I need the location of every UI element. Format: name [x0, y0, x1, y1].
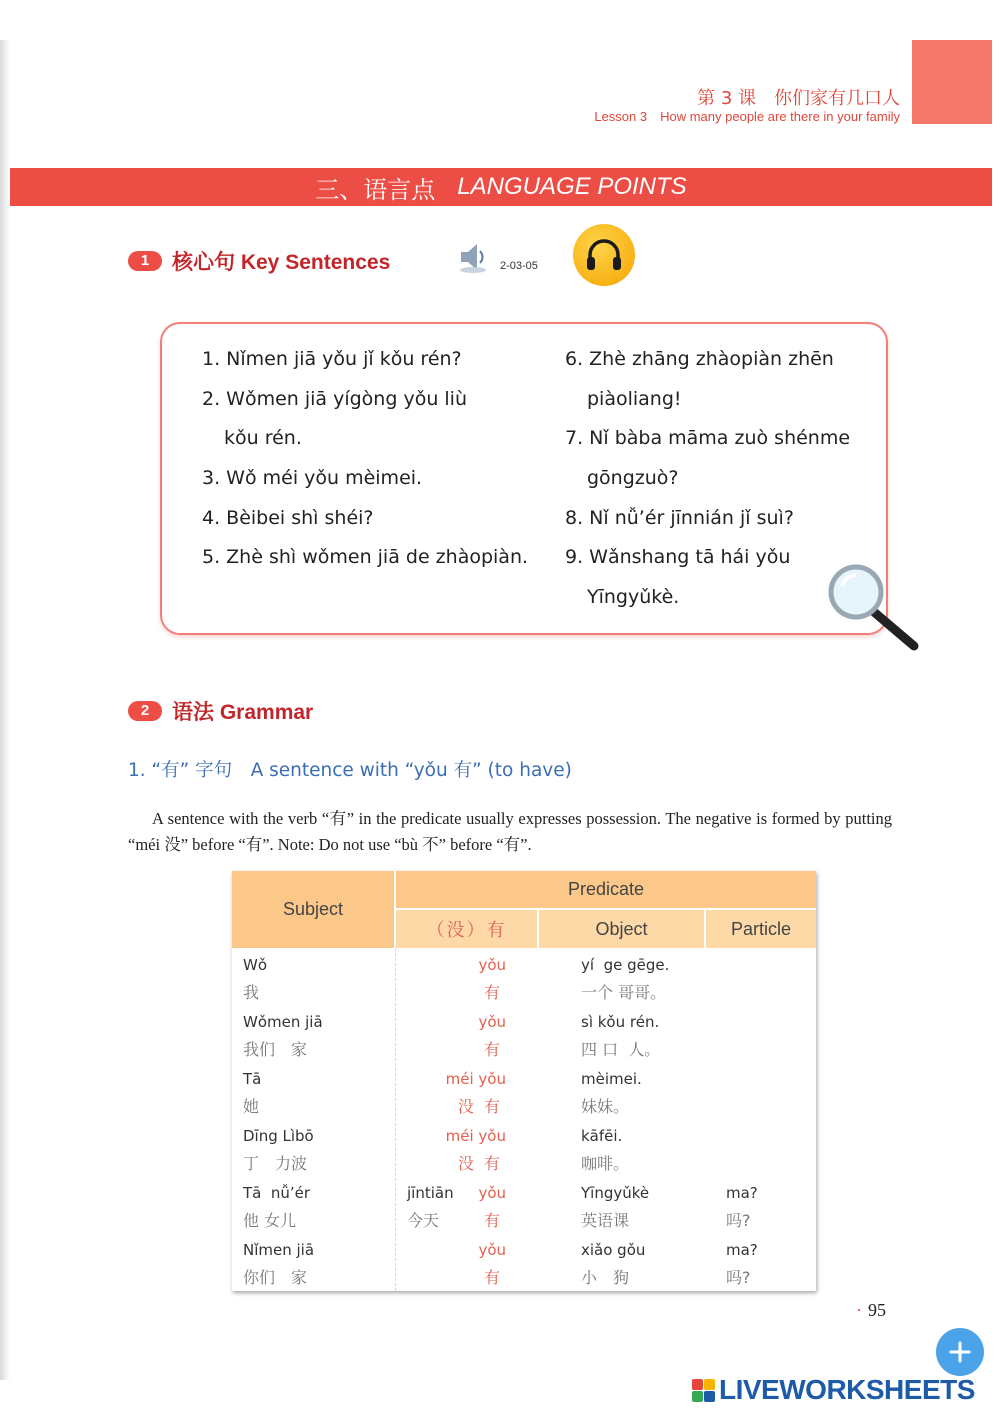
subject-chinese: 她 — [243, 1097, 260, 1116]
header-predicate: Predicate — [396, 871, 816, 908]
table-row — [232, 1127, 816, 1184]
object-chinese: 一个 哥哥。 — [581, 983, 667, 1002]
sentence-line: 5. Zhè shì wǒmen jiā de zhàopiàn. — [202, 546, 529, 569]
liveworksheets-brand[interactable] — [692, 1374, 975, 1406]
object-pinyin: kāfēi. — [581, 1127, 623, 1145]
subject-pinyin: Tā nǚ’ér — [243, 1184, 311, 1202]
sentence-line: 6. Zhè zhāng zhàopiàn zhēn — [565, 348, 834, 370]
subject-pinyin: Wǒmen jiā — [243, 1013, 323, 1031]
brand-name: LIVEWORKSHEETS — [719, 1374, 975, 1405]
time-pinyin: jīntiān — [407, 1184, 454, 1202]
liveworksheets-logo-icon — [692, 1379, 715, 1402]
verb-pinyin: méi yǒu — [445, 1070, 506, 1088]
sentence-line: 4. Bèibei shì shéi? — [202, 506, 374, 529]
logo-square-blue — [704, 1391, 715, 1402]
verb-chinese: 有 — [483, 1268, 500, 1287]
section-number: 1 — [128, 251, 162, 271]
sentence-line: 3. Wǒ méi yǒu mèimei. — [202, 467, 423, 490]
verb-chinese: 有 — [483, 983, 500, 1002]
subject-chinese: 我 — [243, 983, 260, 1002]
verb-pinyin: yǒu — [478, 1184, 506, 1202]
particle-chinese: 吗? — [726, 1211, 751, 1230]
verb-pinyin: yǒu — [478, 1241, 506, 1259]
subject-pinyin: Dīng Lìbō — [243, 1127, 314, 1145]
verb-chinese: 没 有 — [457, 1154, 500, 1173]
page-number-value: 95 — [868, 1300, 886, 1320]
subject-chinese: 我们 家 — [243, 1040, 308, 1059]
magnifier-icon — [826, 562, 922, 654]
headphones-icon — [584, 237, 624, 273]
subject-pinyin: Tā — [243, 1070, 262, 1088]
sentence-line: 7. Nǐ bàba māma zuò shénme — [565, 427, 851, 450]
object-pinyin: mèimei. — [581, 1070, 642, 1088]
add-button[interactable] — [936, 1328, 984, 1376]
key-sentences-heading — [128, 246, 390, 276]
header-you-mei — [396, 910, 537, 948]
grammar-subheading: 1. “有” 字句 A sentence with “yǒu 有” (to have) — [128, 760, 572, 781]
plus-icon — [948, 1340, 972, 1364]
grammar-heading — [128, 696, 313, 726]
verb-pinyin: yǒu — [478, 956, 506, 974]
verb-chinese: 有 — [483, 1040, 500, 1059]
banner-title-en: LANGUAGE POINTS — [457, 173, 687, 200]
header-particle: Particle — [706, 910, 816, 948]
sentence-line: 2. Wǒmen jiā yígòng yǒu liù — [202, 387, 467, 410]
grammar-paragraph: A sentence with the verb “有” in the predicate usually expresses possession. The negative is formed by putting “méi 没” before “有”. Note: Do not use “bù 不” before “有”. — [128, 809, 892, 854]
object-chinese: 咖啡。 — [581, 1154, 630, 1173]
object-pinyin: sì kǒu rén. — [581, 1013, 660, 1031]
section-title: 语法 Grammar — [172, 701, 314, 724]
particle-chinese: 吗? — [726, 1268, 751, 1287]
table-row — [232, 956, 816, 1013]
key-sentences-right — [565, 340, 850, 618]
logo-square-red — [692, 1379, 703, 1390]
subject-pinyin: Wǒ — [243, 956, 268, 974]
header-you-mei-text: （没）有 — [426, 920, 507, 941]
object-chinese: 四 口 人。 — [581, 1040, 661, 1059]
speaker-icon — [458, 240, 488, 274]
time-chinese: 今天 — [407, 1211, 440, 1230]
sentence-line: 9. Wǎnshang tā hái yǒu — [565, 546, 791, 569]
page-number — [856, 1300, 886, 1321]
verb-pinyin: méi yǒu — [445, 1127, 506, 1145]
headphone-button[interactable] — [573, 224, 635, 286]
subject-chinese: 你们 家 — [243, 1268, 308, 1287]
sentence-line: gōngzuò? — [587, 467, 679, 490]
table-row — [232, 1070, 816, 1127]
verb-chinese: 有 — [483, 1211, 500, 1230]
lesson-title-en: Lesson 3 How many people are there in your family — [594, 109, 900, 124]
particle-pinyin: ma? — [726, 1184, 758, 1202]
header-subject: Subject — [232, 871, 394, 948]
corner-tab — [912, 40, 992, 124]
banner-title-cn: 三、语言点 — [315, 175, 436, 204]
section-banner — [10, 168, 992, 206]
lesson-title-cn: 第 3 课 你们家有几口人 — [697, 88, 900, 109]
table-row — [232, 1241, 816, 1298]
subject-chinese: 丁 力波 — [243, 1154, 308, 1173]
section-title: 核心句 Key Sentences — [172, 251, 391, 274]
section-number: 2 — [128, 701, 162, 721]
object-chinese: 小 狗 — [581, 1268, 630, 1287]
sentence-line: piàoliang! — [587, 387, 682, 410]
object-pinyin: yí ge gēge. — [581, 956, 670, 974]
table-row — [232, 1184, 816, 1241]
object-pinyin: xiǎo gǒu — [581, 1241, 646, 1259]
subject-chinese: 他 女儿 — [243, 1211, 297, 1230]
key-sentences-left — [202, 340, 528, 578]
object-chinese: 妹妹。 — [581, 1097, 630, 1116]
grammar-table — [232, 871, 816, 1291]
table-row — [232, 1013, 816, 1070]
verb-pinyin: yǒu — [478, 1013, 506, 1031]
sentence-line: 1. Nǐmen jiā yǒu jǐ kǒu rén? — [202, 348, 462, 370]
verb-chinese: 没 有 — [457, 1097, 500, 1116]
sentence-line: 8. Nǐ nǚ’ér jīnnián jǐ suì? — [565, 506, 794, 529]
audio-track-number: 2-03-05 — [500, 260, 538, 272]
header-object: Object — [539, 910, 704, 948]
particle-pinyin: ma? — [726, 1241, 758, 1259]
object-pinyin: Yīngyǔkè — [581, 1184, 650, 1202]
object-chinese: 英语课 — [581, 1211, 630, 1230]
subject-pinyin: Nǐmen jiā — [243, 1241, 315, 1259]
logo-square-green — [692, 1391, 703, 1402]
logo-square-yellow — [704, 1379, 715, 1390]
page-dot: · — [856, 1300, 862, 1320]
sentence-line: kǒu rén. — [224, 427, 302, 450]
page-shadow — [0, 40, 10, 1380]
sentence-line: Yīngyǔkè. — [587, 586, 680, 609]
